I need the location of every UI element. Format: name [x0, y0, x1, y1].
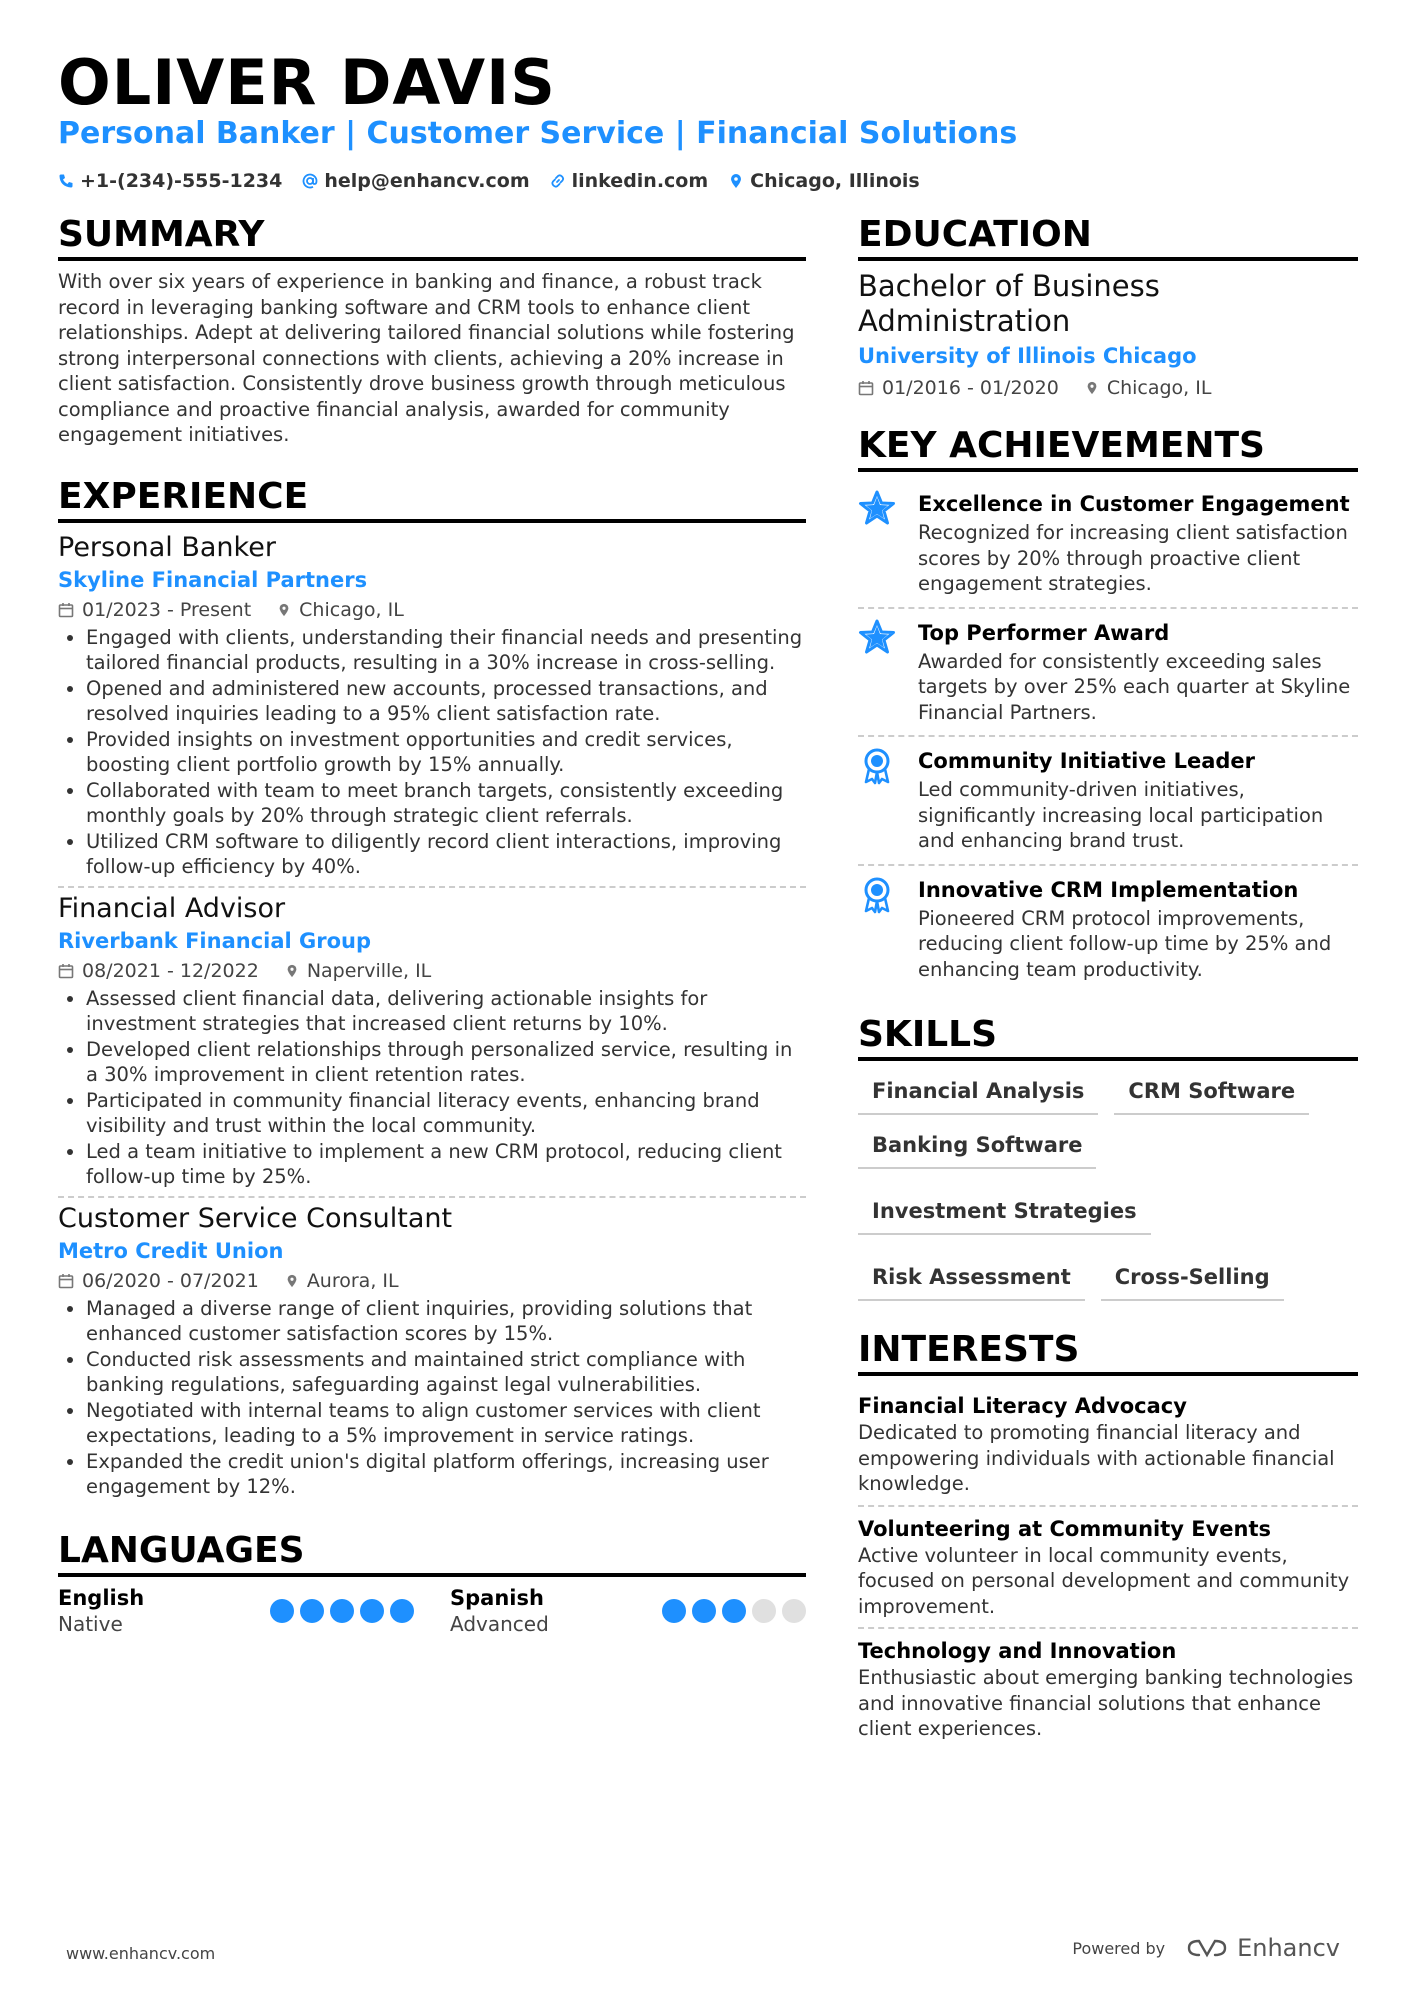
- rating-dot-filled: [300, 1599, 324, 1623]
- interest-title: Technology and Innovation: [858, 1639, 1177, 1663]
- candidate-name: OLIVER DAVIS: [58, 46, 556, 119]
- job-bullets: [58, 1296, 806, 1500]
- languages-row: [58, 1585, 806, 1637]
- job-company: Riverbank Financial Group: [58, 928, 372, 953]
- achievement-desc: Pioneered CRM protocol improvements, reducing client follow-up time by 25% and enhancing team productivity.: [918, 906, 1332, 981]
- job-dates-text: 08/2021 - 12/2022: [82, 959, 259, 982]
- phone-text: +1-(234)-555-1234: [80, 170, 283, 192]
- rating-dot-empty: [752, 1599, 776, 1623]
- skill-tag: Investment Strategies: [858, 1193, 1151, 1235]
- interest-desc: Active volunteer in local community events, focused on personal development and community improvement.: [858, 1543, 1350, 1618]
- achievement-title: Top Performer Award: [918, 620, 1170, 645]
- job-bullet: • Provided insights on investment opportunities and credit services, boosting client portfolio growth by 15% annually.: [86, 727, 806, 778]
- rating-dot-filled: [662, 1599, 686, 1623]
- job-meta: [58, 595, 806, 625]
- calendar-icon: [58, 602, 74, 618]
- contact-linkedin[interactable]: [550, 170, 709, 192]
- skill-tag: Financial Analysis: [858, 1073, 1098, 1115]
- phone-icon: [58, 173, 74, 189]
- job-bullet: • Negotiated with internal teams to align customer services with client expectations, leading to a 5% improvement in service ratings.: [86, 1398, 806, 1449]
- email-text: help@enhancv.com: [324, 170, 530, 192]
- achievement-item: [858, 609, 1358, 738]
- contact-location: [728, 170, 920, 192]
- language-name: Spanish: [450, 1585, 544, 1610]
- interest-item: [858, 1507, 1358, 1630]
- interests-section: [858, 1329, 1358, 1750]
- job-bullet: • Developed client relationships through personalized service, resulting in a 30% improvement in client retention rates.: [86, 1037, 806, 1088]
- skills-list: [858, 1073, 1358, 1301]
- rating-dot-filled: [722, 1599, 746, 1623]
- map-pin-icon: [1085, 380, 1099, 396]
- job-bullet: • Conducted risk assessments and maintained strict compliance with banking regulations, safeguarding against legal vulnerabilities.: [86, 1347, 806, 1398]
- skill-tag: CRM Software: [1114, 1073, 1309, 1115]
- job-bullets: [58, 986, 806, 1190]
- award-ribbon-icon: [858, 874, 900, 983]
- job-bullet: • Expanded the credit union's digital platform offerings, increasing user engagement by 12%.: [86, 1449, 806, 1500]
- job-bullet: • Managed a diverse range of client inquiries, providing solutions that enhanced customer satisfaction scores by 15%.: [86, 1296, 806, 1347]
- brand-name: Enhancv: [1237, 1934, 1340, 1962]
- map-pin-icon: [285, 1273, 299, 1289]
- language-rating: [662, 1599, 806, 1637]
- education-meta: [858, 373, 1358, 403]
- calendar-icon: [58, 963, 74, 979]
- contact-bar: [58, 170, 920, 192]
- achievement-desc: Led community-driven initiatives, significantly increasing local participation and enhancing brand trust.: [918, 778, 1324, 852]
- interest-desc: Dedicated to promoting financial literacy and empowering individuals with actionable financial knowledge.: [858, 1421, 1335, 1495]
- interest-title: Financial Literacy Advocacy: [858, 1394, 1187, 1418]
- contact-phone[interactable]: [58, 170, 282, 192]
- brand-logo[interactable]: [1185, 1934, 1340, 1962]
- achievement-title: Excellence in Customer Engagement: [918, 492, 1350, 516]
- interest-title: Volunteering at Community Events: [858, 1516, 1272, 1541]
- candidate-title: Personal Banker | Customer Service | Financial Solutions: [58, 116, 1018, 151]
- job-dates: [58, 595, 251, 625]
- job-dates: [58, 956, 259, 986]
- calendar-icon: [58, 1273, 74, 1289]
- rating-dot-filled: [330, 1599, 354, 1623]
- job-bullet: • Participated in community financial literacy events, enhancing brand visibility and trust within the local community.: [86, 1088, 806, 1139]
- job-bullet: • Engaged with clients, understanding their financial needs and presenting tailored financial products, resulting in a 30% increase in cross-selling.: [86, 625, 806, 676]
- job-company: Metro Credit Union: [58, 1238, 284, 1263]
- education-location: [1085, 373, 1212, 403]
- language-level: Advanced: [450, 1611, 549, 1636]
- languages-heading: LANGUAGES: [58, 1530, 806, 1577]
- achievement-title: Community Initiative Leader: [918, 749, 1256, 773]
- job-location-text: Chicago, IL: [299, 598, 404, 621]
- footer-branding: [1072, 1934, 1340, 1962]
- interest-item: [858, 1384, 1358, 1507]
- achievement-desc: Awarded for consistently exceeding sales targets by over 25% each quarter at Skyline Financial Partners.: [918, 649, 1351, 724]
- job-meta: [58, 956, 806, 986]
- job-meta: [58, 1266, 806, 1296]
- achievement-item: [858, 866, 1358, 993]
- education-section: [858, 214, 1358, 403]
- languages-section: [58, 1530, 806, 1637]
- award-ribbon-icon: [858, 745, 900, 854]
- rating-dot-filled: [692, 1599, 716, 1623]
- at-icon: [302, 173, 318, 189]
- rating-dot-filled: [360, 1599, 384, 1623]
- map-pin-icon: [285, 963, 299, 979]
- skill-tag: Risk Assessment: [858, 1259, 1085, 1301]
- job-bullet: • Opened and administered new accounts, processed transactions, and resolved inquiries leading to a 95% client satisfaction rate.: [86, 676, 806, 727]
- skill-tag: Cross-Selling: [1101, 1259, 1284, 1301]
- job-bullet: • Led a team initiative to implement a new CRM protocol, reducing client follow-up time by 25%.: [86, 1139, 806, 1190]
- language-name: English: [58, 1585, 145, 1610]
- education-school: University of Illinois Chicago: [858, 344, 1197, 368]
- achievement-desc: Recognized for increasing client satisfaction scores by 20% through proactive client engagement strategies.: [918, 521, 1348, 595]
- map-pin-icon: [728, 173, 744, 189]
- job-role: Personal Banker: [58, 531, 276, 563]
- skills-heading: SKILLS: [858, 1014, 1358, 1061]
- job-bullet: • Assessed client financial data, delivering actionable insights for investment strategies that increased client returns by 10%.: [86, 986, 806, 1037]
- location-text: Chicago, Illinois: [750, 170, 920, 192]
- education-degree: Bachelor of Business Administration: [858, 269, 1160, 338]
- language-rating: [270, 1599, 414, 1637]
- job-dates: [58, 1266, 259, 1296]
- job-location: [285, 956, 431, 986]
- job-location: [277, 595, 404, 625]
- achievement-item: [858, 480, 1358, 609]
- job-role: Financial Advisor: [58, 892, 286, 924]
- achievements-section: [858, 425, 1358, 992]
- job-location-text: Naperville, IL: [306, 959, 432, 982]
- language-level: Native: [58, 1611, 123, 1636]
- linkedin-text: linkedin.com: [571, 170, 709, 192]
- education-dates-text: 01/2016 - 01/2020: [882, 377, 1059, 399]
- experience-heading: EXPERIENCE: [58, 476, 806, 523]
- job-entry: [58, 531, 806, 888]
- star-icon: [858, 488, 900, 597]
- rating-dot-filled: [270, 1599, 294, 1623]
- interest-item: [858, 1629, 1358, 1750]
- job-entry: [58, 892, 806, 1198]
- contact-email[interactable]: [302, 170, 529, 192]
- job-bullets: [58, 625, 806, 880]
- summary-heading: SUMMARY: [58, 214, 806, 261]
- job-dates-text: 06/2020 - 07/2021: [82, 1269, 259, 1292]
- job-role: Customer Service Consultant: [58, 1202, 453, 1234]
- job-bullet: • Collaborated with team to meet branch targets, consistently exceeding monthly goals by 20% through strategic client referrals.: [86, 778, 806, 829]
- right-column: [858, 214, 1358, 1750]
- job-company: Skyline Financial Partners: [58, 567, 368, 592]
- experience-section: [58, 476, 806, 1506]
- achievement-title: Innovative CRM Implementation: [918, 877, 1299, 902]
- interests-heading: INTERESTS: [858, 1329, 1358, 1376]
- achievement-item: [858, 737, 1358, 866]
- star-icon: [858, 617, 900, 726]
- achievements-heading: KEY ACHIEVEMENTS: [858, 425, 1358, 472]
- language-item: [450, 1585, 806, 1637]
- job-entry: [58, 1202, 806, 1506]
- education-heading: EDUCATION: [858, 214, 1358, 261]
- footer-website[interactable]: www.enhancv.com: [66, 1944, 216, 1963]
- job-location: [285, 1266, 399, 1296]
- powered-by-text: Powered by: [1072, 1938, 1166, 1958]
- job-dates-text: 01/2023 - Present: [82, 598, 252, 621]
- enhancv-logo-icon: [1185, 1937, 1229, 1959]
- skills-section: [858, 1014, 1358, 1301]
- education-dates: [858, 373, 1059, 403]
- job-bullet: • Utilized CRM software to diligently record client interactions, improving follow-up efficiency by 40%.: [86, 829, 806, 880]
- rating-dot-empty: [782, 1599, 806, 1623]
- interest-desc: Enthusiastic about emerging banking technologies and innovative financial solutions that enhance client experiences.: [858, 1666, 1354, 1740]
- map-pin-icon: [277, 602, 291, 618]
- language-item: [58, 1585, 414, 1637]
- rating-dot-filled: [390, 1599, 414, 1623]
- summary-section: [58, 214, 806, 448]
- summary-text: With over six years of experience in banking and finance, a robust track record in leveraging banking software and CRM tools to enhance client relationships. Adept at delivering tailored financial solutions while fostering strong interpersonal connections with clients, achieving a 20% increase in client satisfaction. Consistently drove business growth through meticulous compliance and proactive financial analysis, awarded for community engagement initiatives.: [58, 270, 795, 446]
- skill-tag: Banking Software: [858, 1127, 1096, 1169]
- link-icon: [550, 173, 566, 189]
- education-location-text: Chicago, IL: [1106, 377, 1212, 399]
- left-column: [58, 214, 806, 1637]
- calendar-icon: [858, 380, 874, 396]
- job-location-text: Aurora, IL: [306, 1269, 399, 1292]
